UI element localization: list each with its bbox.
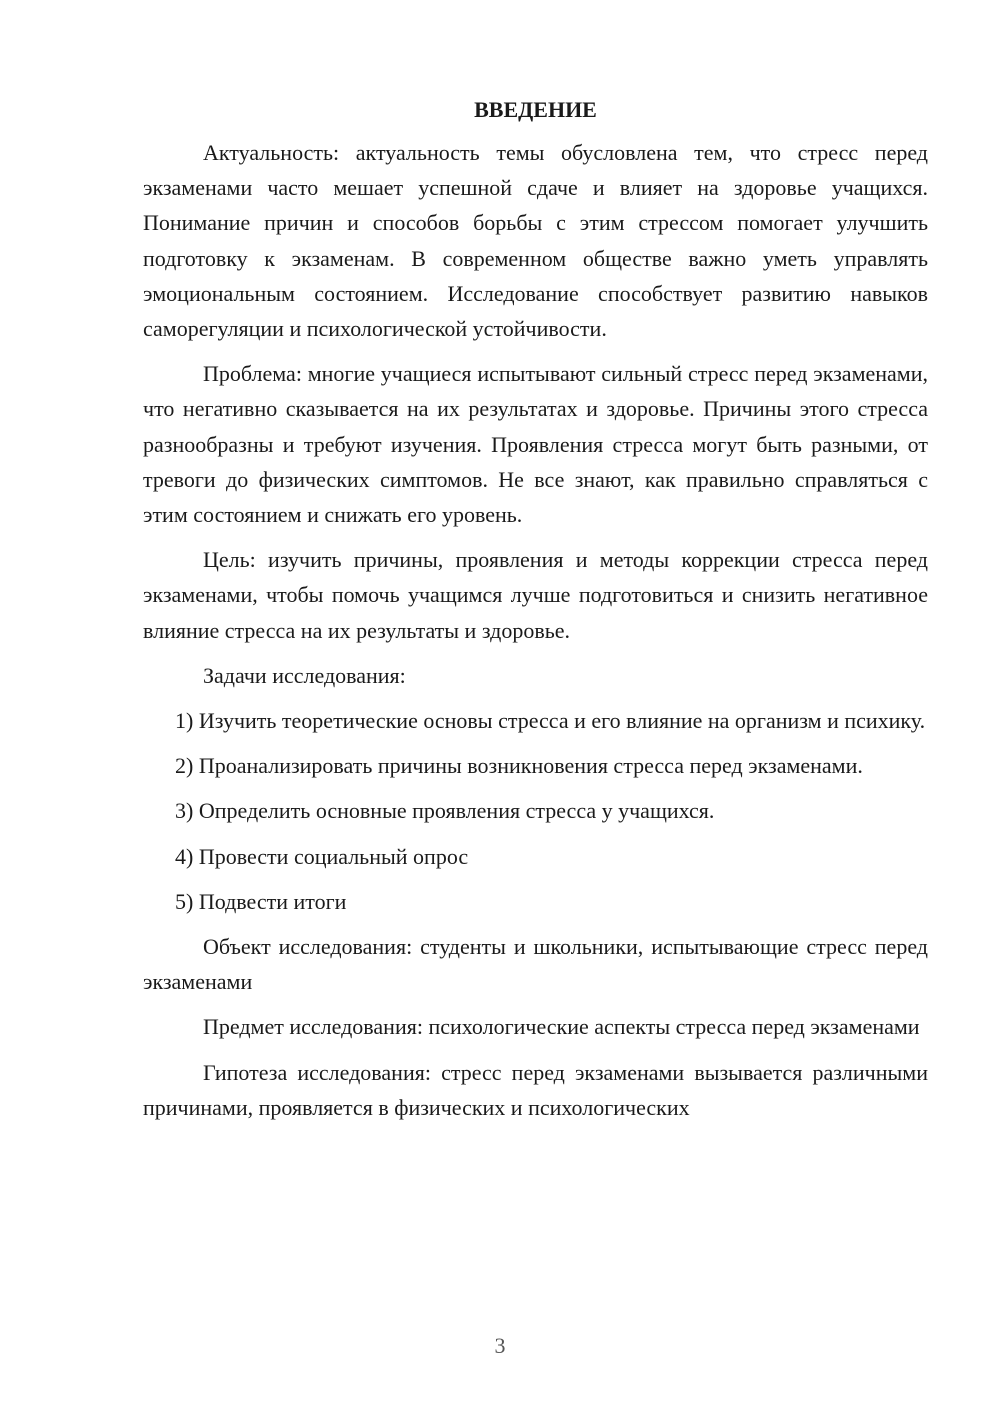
task-item-5: 5) Подвести итоги	[175, 888, 347, 914]
task-item-4: 4) Провести социальный опрос	[175, 843, 469, 869]
goal-paragraph: Цель: изучить причины, проявления и методы коррекции стресса перед экзаменами, чтобы помочь учащимся лучше подготовиться и снизить негативное влияние стресса на их результаты и здоровье.	[143, 547, 928, 643]
page-number: 3	[494, 1333, 506, 1358]
task-item-1: 1) Изучить теоретические основы стресса и его влияние на организм и психику.	[175, 708, 926, 734]
page-title: ВВЕДЕНИЕ	[474, 97, 597, 122]
hypothesis-paragraph: Гипотеза исследования: стресс перед экзаменами вызывается различными причинами, проявляется в физических и психологических	[143, 1059, 928, 1120]
task-item-2: 2) Проанализировать причины возникновения стресса перед экзаменами.	[175, 753, 863, 779]
subject-paragraph: Предмет исследования: психологические аспекты стресса перед экзаменами	[203, 1014, 920, 1040]
task-item-3: 3) Определить основные проявления стресса у учащихся.	[175, 798, 715, 824]
problem-paragraph: Проблема: многие учащиеся испытывают сильный стресс перед экзаменами, что негативно сказывается на их результатах и здоровье. Причины этого стресса разнообразны и требуют изучения. Проявления стресса могут быть разными, от тревоги до физических симптомов. Не все знают, как правильно справляться с этим состоянием и снижать его уровень.	[143, 361, 928, 528]
relevance-paragraph: Актуальность: актуальность темы обусловлена тем, что стресс перед экзаменами часто мешает успешной сдаче и влияет на здоровье учащихся. Понимание причин и способов борьбы с этим стрессом помогает улучшить подготовку к экзаменам. В современном обществе важно уметь управлять эмоциональным состоянием. Исследование способствует развитию навыков саморегуляции и психологической устойчивости.	[143, 140, 928, 342]
document-page	[143, 92, 928, 1125]
object-paragraph: Объект исследования: студенты и школьники, испытывающие стресс перед экзаменами	[143, 934, 928, 995]
tasks-heading: Задачи исследования:	[203, 662, 406, 688]
